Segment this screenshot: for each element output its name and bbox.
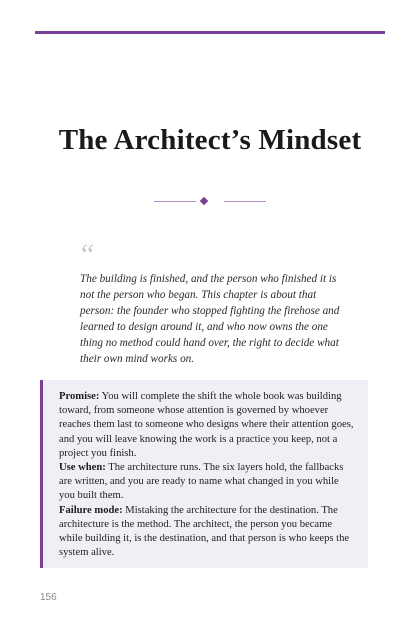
ornament-line-left [154,201,196,202]
failure-mode-label: Failure mode: [59,504,123,516]
use-when-label: Use when: [59,462,106,474]
failure-mode-paragraph [59,504,356,561]
promise-text: You will complete the shift the whole book was building toward, from someone whose attention is governed by whoever reaches them last to someone who designs where their attention goes, and you will leave knowing the work is a practice you keep, not a project you finish. [59,391,354,459]
use-when-text: The architecture runs. The six layers hold, the fallbacks are written, and you are ready to name what changed in you while you built them. [59,462,344,502]
use-when-paragraph [59,461,356,504]
chapter-summary-callout [40,380,368,568]
title-ornament [150,195,270,209]
chapter-epigraph: The building is finished, and the person who finished it is not the person who began. This chapter is about that person: the founder who stopped fighting the firehose and learned to design around it, and who now owns the one thing no method could hand over, the right to decide what their own mind works on. [80,273,340,365]
failure-mode-text: Mistaking the architecture for the destination. The architecture is the method. The architect, the person you became while building it, is the destination, and that person is who keeps the system alive. [59,504,350,559]
top-accent-rule [35,31,385,34]
page-number: 156 [40,592,57,603]
chapter-title: The Architect’s Mindset [58,124,362,156]
quote-mark-icon: “ [78,238,95,271]
diamond-icon [200,197,208,205]
promise-paragraph [59,390,356,461]
promise-label: Promise: [59,391,100,402]
ornament-line-right [224,201,266,202]
